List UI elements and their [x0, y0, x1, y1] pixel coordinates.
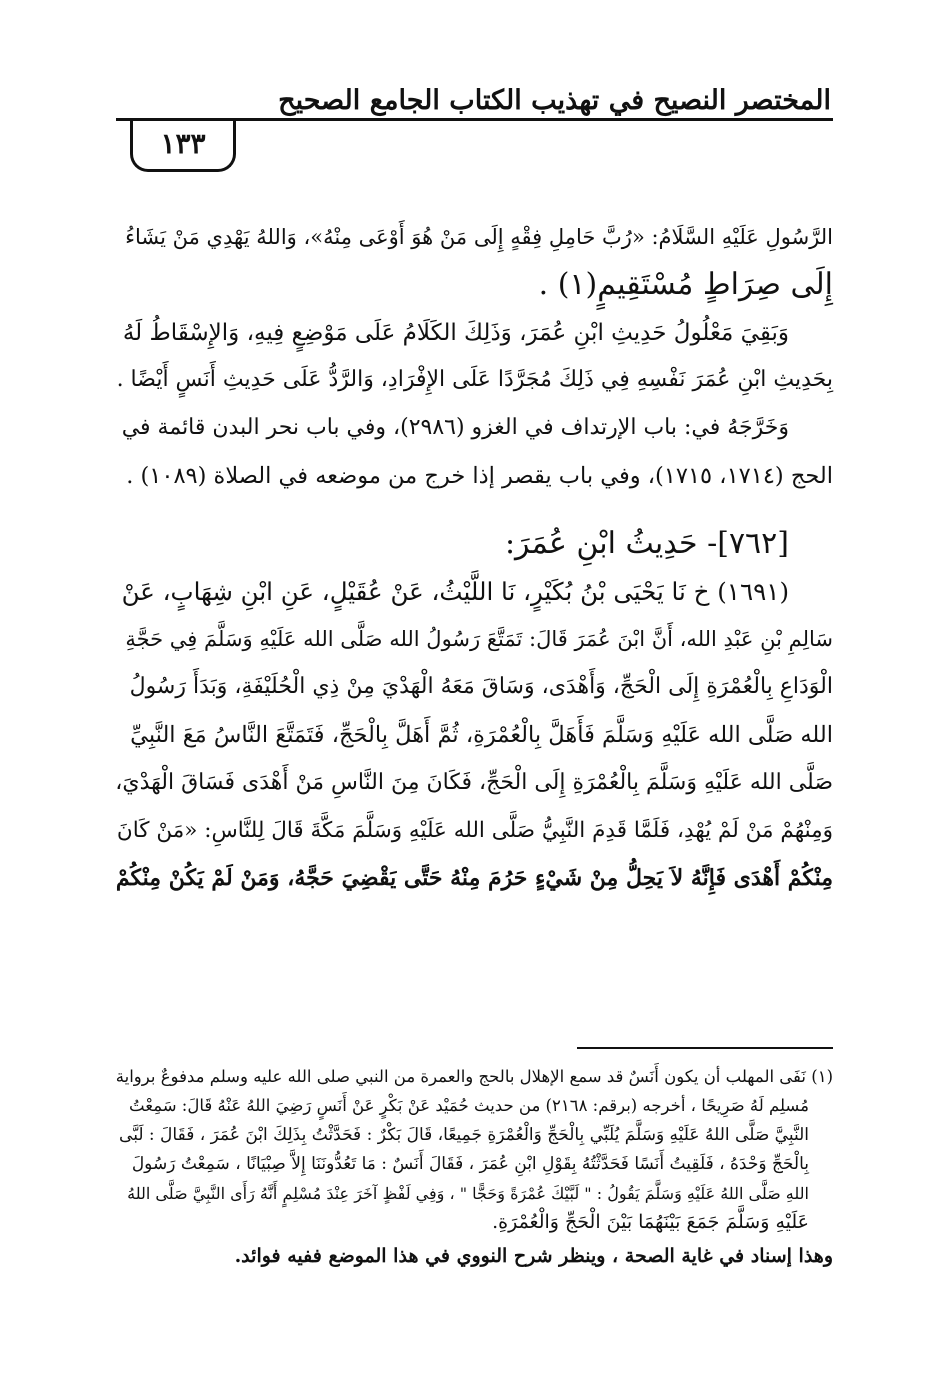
page-number: ١٣٣ [160, 127, 206, 160]
text-line-13: وَمِنْهُمْ مَنْ لَمْ يُهْدِ، فَلَمَّا قَدِمَ النَّبِيُّ صَلَّى الله عَلَيْهِ وَسَلَّمَ مَكَّةَ قَالَ لِلنَّاسِ: «مَنْ كَانَ [116, 817, 833, 843]
text-line-2: إِلَى صِرَاطٍ مُسْتَقِيمٍ(١) . [538, 266, 833, 302]
text-line-11: الله صَلَّى الله عَلَيْهِ وَسَلَّمَ فَأَهَلَّ بِالْعُمْرَةِ، ثُمَّ أَهَلَّ بِالْحَجِّ، فَتَمَتَّعَ النَّاسُ مَعَ النَّبِيِّ [130, 721, 833, 748]
footnotes [116, 1062, 833, 1271]
footnote-line-1: (١) نَفَى المهلب أن يكون أَنَسٌ قد سمع الإهلال بالحج والعمرة من النبي صلى الله عليه وسلم مدفوعٌ برواية [115, 1067, 833, 1086]
footnote-line-6: عَلَيْهِ وَسَلَّمَ جَمَعَ بَيْنَهُمَا بَيْنَ الْحَجِّ وَالْعُمْرَةِ. [492, 1211, 809, 1234]
text-line-12: صَلَّى الله عَلَيْهِ وَسَلَّمَ بِالْعُمْرَةِ إِلَى الْحَجِّ، فَكَانَ مِنَ النَّاسِ مَنْ أَهْدَى فَسَاقَ الْهَدْيَ، [115, 769, 833, 795]
text-line-8: (١٦٩١) خ نَا يَحْيَى بْنُ بُكَيْرٍ، نَا اللَّيْثُ، عَنْ عُقَيْلٍ، عَنِ ابْنِ شِهَابٍ، عَنْ [121, 576, 789, 606]
text-line-9: سَالِمِ بْنِ عَبْدِ الله، أَنَّ ابْنَ عُمَرَ قَالَ: تَمَتَّعَ رَسُولُ الله صَلَّى الله عَلَيْهِ وَسَلَّمَ فِي حَجَّةِ [125, 627, 833, 652]
text-line-14: مِنْكُمْ أَهْدَى فَإِنَّهُ لاَ يَحِلُّ مِنْ شَيْءٍ حَرُمَ مِنْهُ حَتَّى يَقْضِيَ حَجَّهُ، وَمَنْ لَمْ يَكُنْ مِنْكُمْ [115, 865, 833, 892]
hadith-heading: [٧٦٢]- حَدِيثُ ابْنِ عُمَرَ: [504, 525, 789, 561]
footnote-line-2: مُسلِم لَهُ صَرِيحًا ، أخرجه (برقم: ٢١٦٨) من حديث حُمَيْد عَنْ بَكْرٍ عَنْ أَنَسٍ رَضِيَ اللهُ عَنْهُ قَالَ: سَمِعْتُ [129, 1096, 809, 1116]
page-number-frame [130, 118, 236, 172]
main-text [116, 214, 833, 903]
running-title: المختصر النصيح في تهذيب الكتاب الجامع الصحيح [278, 85, 831, 116]
footnote-line-5: اللهِ صَلَّى اللهُ عَلَيْهِ وَسَلَّمَ يَقُولُ : " لَبَّيْكَ عُمْرَةً وَحَجًّا " ، وَفِي لَفْظٍ آخَرَ عِنْدَ مُسْلِمٍ أَنَّهُ رَأَى النَّبِيَّ صَلَّى اللهُ [127, 1184, 809, 1204]
footnote-line-4: بِالْحَجِّ وَحْدَهُ ، فَلَقِيتُ أَنَسًا فَحَدَّثْتُهُ بِقَوْلِ ابْنِ عُمَرَ ، فَقَالَ أَنَسٌ : مَا تَعُدُّونَنَا إِلاَّ صِبْيَانًا ، سَمِعْتُ رَسُولَ [131, 1153, 809, 1174]
footnote-line-3: النَّبِيَّ صَلَّى اللهُ عَلَيْهِ وَسَلَّمَ يُلَبِّي بِالْحَجِّ وَالْعُمْرَةِ جَمِيعًا، قَالَ بَكْرٌ : فَحَدَّثْتُ بِذَلِكَ ابْنَ عُمَرَ ، فَقَالَ : لَبَّى [119, 1124, 809, 1145]
text-line-3: وَبَقِيَ مَعْلُولُ حَدِيثِ ابْنِ عُمَرَ، وَذَلِكَ الكَلَامُ عَلَى مَوْضِعٍ فِيهِ، وَالإِسْقَاطُ لَهُ [122, 319, 789, 346]
footnote-note: وهذا إسناد في غاية الصحة ، وينظر شرح النووي في هذا الموضع ففيه فوائد. [234, 1244, 833, 1267]
text-line-5: وَخَرَّجَهُ في: باب الإرتداف في الغزو (٢٩٨٦)، وفي باب نحر البدن قائمة في [121, 415, 789, 441]
text-line-6: الحج (١٧١٤، ١٧١٥)، وفي باب يقصر إذا خرج من موضعه في الصلاة (١٠٨٩) . [126, 462, 833, 489]
text-line-1: الرَّسُولِ عَلَيْهِ السَّلَامُ: «رُبَّ حَامِلِ فِقْهٍ إِلَى مَنْ هُوَ أَوْعَى مِنْهُ»، وَاللهُ يَهْدِي مَنْ يَشَاءُ [125, 225, 833, 249]
footnote-separator [577, 1047, 833, 1049]
text-line-10: الْوَدَاعِ بِالْعُمْرَةِ إِلَى الْحَجِّ، وَأَهْدَى، وَسَاقَ مَعَهُ الْهَدْيَ مِنْ ذِي الْحُلَيْفَةِ، وَبَدَأَ رَسُولُ [129, 674, 833, 700]
text-line-4: بِحَدِيثِ ابْنِ عُمَرَ نَفْسِهِ فِي ذَلِكَ مُجَرَّدًا عَلَى الإِفْرَادِ، وَالرَّدُّ عَلَى حَدِيثِ أَنَسٍ أَيْضًا . [116, 367, 833, 393]
